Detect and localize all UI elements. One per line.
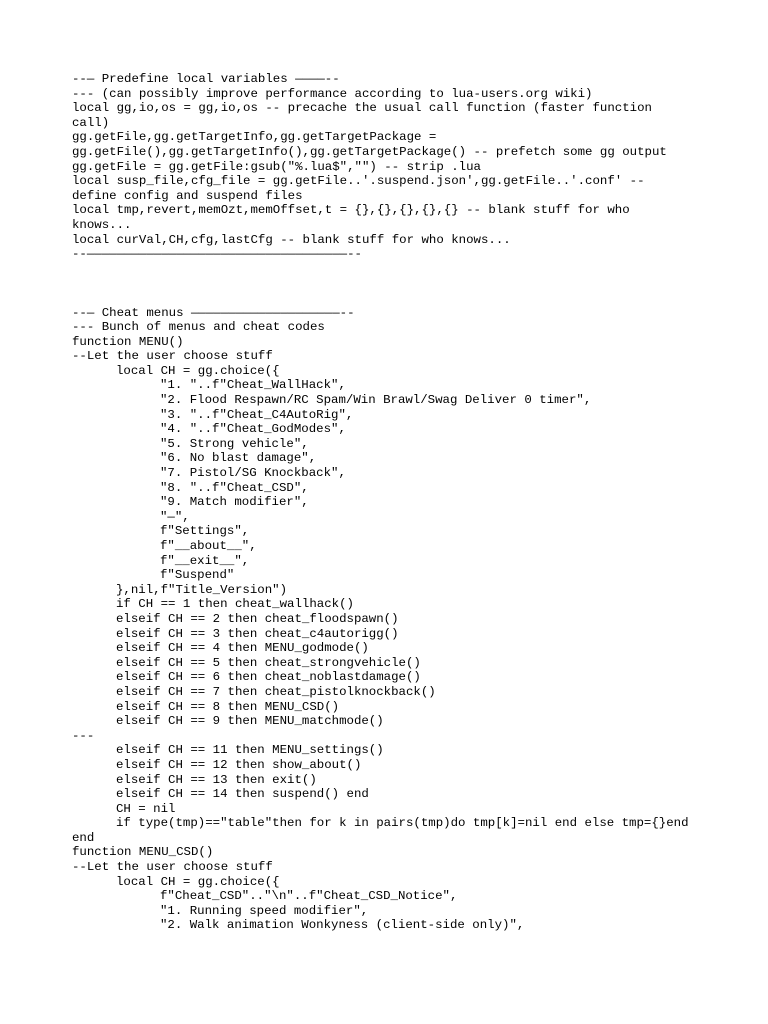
code-line: "—",: [160, 509, 190, 524]
code-line: elseif CH == 14 then suspend() end: [116, 787, 369, 802]
code-line: "4. "..f"Cheat_GodModes",: [160, 422, 346, 437]
code-line: elseif CH == 7 then cheat_pistolknockback(): [116, 684, 436, 699]
code-line: function MENU_CSD(): [72, 845, 214, 860]
code-line: elseif CH == 11 then MENU_settings(): [116, 743, 384, 758]
code-line: elseif CH == 9 then MENU_matchmode(): [116, 714, 384, 729]
code-line: "1. "..f"Cheat_WallHack",: [160, 378, 346, 393]
code-line: elseif CH == 13 then exit(): [116, 772, 317, 787]
code-line: gg.getFile(),gg.getTargetInfo(),gg.getTargetPackage() -- prefetch some gg output: [72, 144, 667, 159]
code-line: elseif CH == 5 then cheat_strongvehicle(): [116, 655, 421, 670]
code-line: if type(tmp)=="table"then for k in pairs(tmp)do tmp[k]=nil end else tmp={}end: [116, 816, 689, 831]
blank-line: [72, 276, 712, 291]
code-line: --— Cheat menus ————————————————————--: [72, 305, 355, 320]
code-line: if CH == 1 then cheat_wallhack(): [116, 597, 354, 612]
code-line: "3. "..f"Cheat_C4AutoRig",: [160, 407, 354, 422]
code-line: elseif CH == 6 then cheat_noblastdamage(): [116, 670, 421, 685]
code-line: f"__about__",: [160, 539, 257, 553]
code-line: --Let the user choose stuff: [72, 349, 273, 364]
code-line: f"__exit__",: [160, 553, 250, 568]
code-line: gg.getFile = gg.getFile:gsub("%.lua$","") -- strip .lua: [72, 159, 481, 174]
code-line: "8. "..f"Cheat_CSD",: [160, 480, 309, 495]
code-line: call): [72, 115, 110, 130]
code-line: knows...: [72, 217, 132, 232]
code-line: "2. Flood Respawn/RC Spam/Win Brawl/Swag Deliver 0 timer",: [160, 393, 592, 408]
code-line: --- Bunch of menus and cheat codes: [72, 320, 325, 335]
code-line: "6. No blast damage",: [160, 451, 317, 466]
code-line: --- (can possibly improve performance according to lua-users.org wiki): [72, 86, 593, 101]
code-line: elseif CH == 4 then MENU_godmode(): [116, 641, 369, 656]
code-line: end: [72, 830, 95, 845]
code-line: "9. Match modifier",: [160, 495, 309, 510]
code-line: --———————————————————————————————————--: [72, 247, 362, 262]
code-line: "7. Pistol/SG Knockback",: [160, 466, 346, 481]
code-line: local curVal,CH,cfg,lastCfg -- blank stuff for who knows...: [72, 232, 511, 247]
blank-line: [72, 262, 712, 277]
code-line: elseif CH == 12 then show_about(): [116, 757, 362, 772]
code-line: "2. Walk animation Wonkyness (client-side only)",: [160, 918, 525, 933]
code-line: f"Suspend": [160, 568, 235, 583]
code-line: elseif CH == 8 then MENU_CSD(): [116, 699, 340, 714]
code-line: "1. Running speed modifier",: [160, 903, 369, 918]
code-line: function MENU(): [72, 334, 184, 349]
code-line: define config and suspend files: [72, 188, 303, 203]
code-line: local CH = gg.choice({: [116, 363, 280, 378]
code-line: local gg,io,os = gg,io,os -- precache the usual call function (faster function: [72, 101, 652, 116]
blank-line: [72, 291, 712, 306]
code-line: "5. Strong vehicle",: [160, 436, 309, 451]
code-line: ---: [72, 728, 95, 743]
code-line: elseif CH == 2 then cheat_floodspawn(): [116, 611, 399, 626]
code-line: local susp_file,cfg_file = gg.getFile..'.suspend.json',gg.getFile..'.conf' --: [72, 174, 645, 189]
code-line: f"Cheat_CSD".."\n"..f"Cheat_CSD_Notice",: [160, 889, 458, 904]
code-line: --— Predefine local variables ————--: [72, 72, 340, 86]
code-line: local CH = gg.choice({: [116, 874, 280, 889]
lua-source-code: [72, 72, 712, 933]
code-line: CH = nil: [116, 801, 176, 816]
code-line: elseif CH == 3 then cheat_c4autorigg(): [116, 626, 399, 641]
code-line: },nil,f"Title_Version"): [116, 582, 288, 597]
code-line: --Let the user choose stuff: [72, 860, 273, 875]
code-line: f"Settings",: [160, 524, 250, 539]
code-line: local tmp,revert,memOzt,memOffset,t = {},{},{},{},{} -- blank stuff for who: [72, 203, 630, 218]
code-line: gg.getFile,gg.getTargetInfo,gg.getTargetPackage =: [72, 130, 437, 145]
